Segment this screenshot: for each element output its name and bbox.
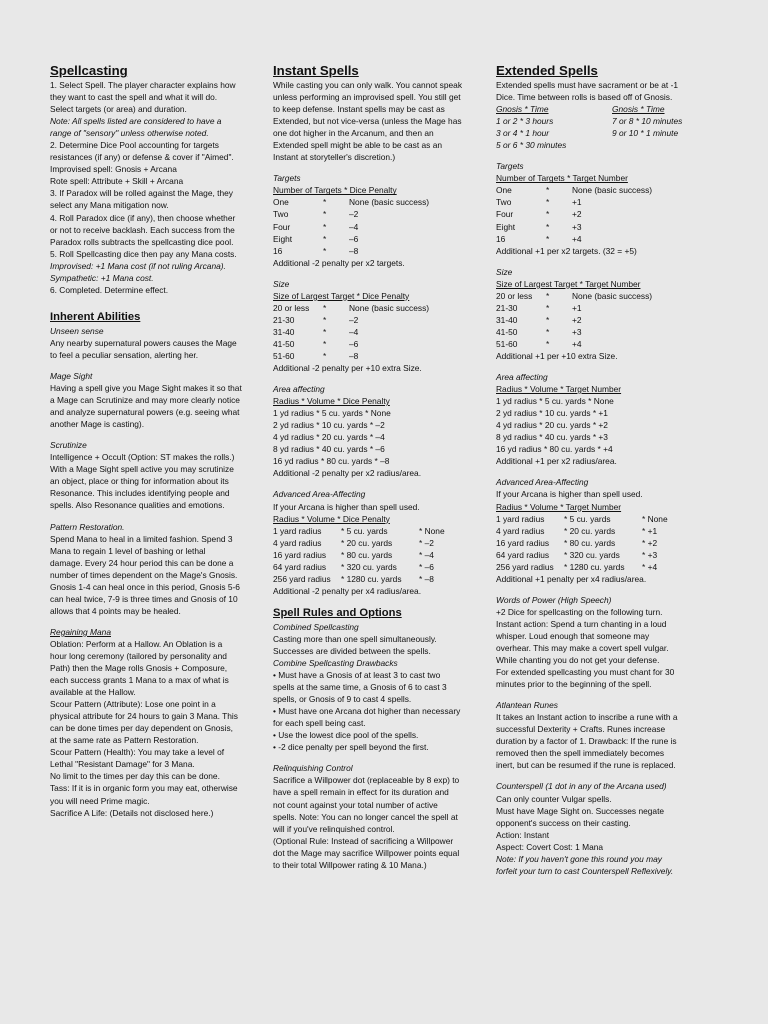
table-cell: * –6 [419, 561, 434, 572]
table-row [496, 314, 712, 326]
table-cell: 64 yard radius [496, 549, 550, 560]
text-line: Lethal "Resistant Damage" for 3 Mana. [50, 759, 195, 770]
table-row [273, 314, 483, 326]
table-cell: * [546, 302, 550, 313]
text-line: Additional +1 per x2 targets. (32 = +5) [496, 245, 637, 256]
text-line: Intelligence + Occult (Option: ST makes the rolls.) [50, 452, 235, 463]
table-row [496, 184, 712, 196]
table-cell: +1 [572, 197, 582, 208]
area-affecting-title: Area affecting [496, 372, 548, 383]
text-line: removed then the spell immediately becomes [496, 748, 665, 759]
table-row [496, 221, 712, 233]
table-row: 8 yd radius * 40 cu. yards * –6 [273, 444, 385, 455]
gnosis-row: 7 or 8 * 10 minutes [612, 116, 683, 127]
text-line: Aspect: Covert Cost: 1 Mana [496, 841, 604, 852]
table-cell: 16 yard radius [273, 549, 327, 560]
text-line: one dot higher in the Arcanum, and then an [273, 128, 434, 139]
table-cell: * [546, 209, 550, 220]
text-line: • Use the lowest dice pool of the spells. [273, 730, 419, 741]
table-cell: * –2 [419, 537, 434, 548]
table-cell: None (basic success) [572, 290, 653, 301]
text-line: spells, or Gnosis of 9 to cast 4 spells. [273, 694, 412, 705]
table-cell: * [323, 209, 327, 220]
gnosis-header: Gnosis * Time [612, 104, 665, 115]
advanced-area-title: Advanced Area-Affecting [496, 477, 589, 488]
text-line: Having a spell give you Mage Sight makes it so that [50, 383, 242, 394]
table-row [273, 196, 483, 208]
table-row [273, 525, 483, 537]
table-cell: 1 yard radius [273, 525, 322, 536]
table-cell: * [323, 233, 327, 244]
spell-rules-title: Spell Rules and Options [273, 606, 402, 619]
text-line: Sacrifice a Willpower dot (replaceable by 8 exp) to [273, 775, 460, 786]
table-cell: * [323, 338, 327, 349]
table-cell: * [546, 290, 550, 301]
step-line: 2. Determine Dice Pool accounting for targets [50, 140, 219, 151]
text-line: Oblation: Perform at a Hallow. An Oblation is a [50, 638, 223, 649]
area-header: Radius * Volume * Dice Penalty [273, 396, 390, 407]
step-line: resistances (if any) or defense & cover if "Aimed". [50, 152, 234, 163]
text-line: For extended spellcasting you must chant for 30 [496, 667, 675, 678]
table-cell: +1 [572, 302, 582, 313]
table-cell: 4 yard radius [273, 537, 322, 548]
text-line: Mana to regain 1 level of bashing or lethal [50, 545, 206, 556]
table-cell: None (basic success) [349, 197, 430, 208]
text-line: successful Dexterity + Crafts. Runes increase [496, 724, 666, 735]
table-row: 4 yd radius * 20 cu. yards * –4 [273, 432, 385, 443]
text-line: unless performing an improvised spell. You still get [273, 92, 461, 103]
column-extended-spells [496, 62, 712, 877]
targets-title: Targets [273, 173, 301, 184]
step-line: 5. Roll Spellcasting dice then pay any Mana costs. [50, 248, 237, 259]
table-row: 8 yd radius * 40 cu. yards * +3 [496, 432, 608, 443]
step-line: Paradox rolls subtracts the spellcasting dice pool. [50, 236, 234, 247]
table-cell: * [546, 197, 550, 208]
table-cell: * 20 cu. yards [564, 525, 616, 536]
text-line: have a spell remain in effect for its duration and [273, 787, 449, 798]
text-line: With a Mage Sight spell active you may scrutinize [50, 464, 234, 475]
table-cell: * +1 [642, 525, 658, 536]
text-line: opponent's success on their casting. [496, 817, 631, 828]
table-cell: * +3 [642, 549, 658, 560]
table-cell: * [546, 221, 550, 232]
table-row [496, 290, 712, 302]
table-cell: 41-50 [273, 338, 295, 349]
table-cell: * [323, 314, 327, 325]
text-line: Dice. Time between rolls is based off of Gnosis. [496, 92, 673, 103]
table-cell: 21-30 [273, 314, 295, 325]
table-row [496, 561, 712, 573]
size-title: Size [273, 278, 290, 289]
table-cell: Two [273, 209, 289, 220]
table-cell: * [323, 326, 327, 337]
text-line: can be done times per day dependent on Gnosis, [50, 723, 233, 734]
text-line: Any nearby supernatural powers causes the Mage [50, 337, 237, 348]
table-row: 1 yd radius * 5 cu. yards * None [496, 396, 614, 407]
text-line: If your Arcana is higher than spell used. [273, 501, 420, 512]
text-line: Additional -2 penalty per x2 targets. [273, 257, 405, 268]
table-cell: * None [419, 525, 445, 536]
text-line: Casting more than one spell simultaneously. [273, 633, 437, 644]
text-line: Must have Mage Sight on. Successes negate [496, 805, 665, 816]
table-cell: * 5 cu. yards [564, 513, 611, 524]
mage-sight-title: Mage Sight [50, 370, 93, 381]
text-line: Additional +1 per x2 radius/area. [496, 456, 617, 467]
area-header: Radius * Volume * Target Number [496, 384, 622, 395]
table-cell: –8 [349, 350, 359, 361]
table-cell: –2 [349, 314, 359, 325]
text-line: Additional -2 penalty per +10 extra Size. [273, 363, 422, 374]
size-header: Size of Largest Target * Dice Penalty [273, 290, 410, 301]
regaining-mana-title: Regaining Mana [50, 626, 111, 637]
text-line: While casting you can only walk. You cannot speak [273, 80, 463, 90]
table-cell: 31-40 [273, 326, 295, 337]
table-cell: * [323, 221, 327, 232]
gnosis-table [496, 103, 712, 151]
text-line: can heal twice, 7-9 is three times and Gnosis of 10 [50, 593, 238, 604]
table-cell: * 320 cu. yards [564, 549, 620, 560]
atlantean-runes-title: Atlantean Runes [496, 700, 558, 711]
table-cell: * 1280 cu. yards [341, 573, 402, 584]
step-line: 3. If Paradox will be rolled against the Mage, they [50, 188, 233, 199]
text-line: to feel a peculiar sensation, alerting her. [50, 349, 199, 360]
text-line: hour long ceremony (tailored by personality and [50, 650, 227, 661]
combined-spellcasting-title: Combined Spellcasting [273, 621, 359, 632]
text-line: Spend Mana to heal in a limited fashion. Spend 3 [50, 533, 233, 544]
text-line: minutes prior to the beginning of the spell. [496, 679, 652, 690]
table-row [496, 525, 712, 537]
text-line: Additional +1 penalty per x4 radius/area. [496, 573, 647, 584]
table-row [496, 302, 712, 314]
table-cell: * 80 cu. yards [564, 537, 616, 548]
words-of-power-title: Words of Power (High Speech) [496, 594, 612, 605]
text-line: each success grants 1 Mana to a max of what is [50, 675, 229, 686]
text-line: at the same rate as Pattern Restoration. [50, 735, 199, 746]
step-note: range of "sensory" unless otherwise noted. [50, 128, 209, 139]
text-line: Can only counter Vulgar spells. [496, 793, 612, 804]
text-line: Gnosis 1-4 can heal once in this period, Gnosis 5-6 [50, 581, 240, 592]
table-cell: 31-40 [496, 314, 518, 325]
table-cell: –2 [349, 209, 359, 220]
table-row [273, 561, 483, 573]
table-cell: +2 [572, 314, 582, 325]
table-cell: –4 [349, 221, 359, 232]
step-line: Rote spell: Attribute + Skill + Arcana [50, 176, 184, 187]
text-line: dot the Mage may sacrifice Willpower points equal [273, 847, 460, 858]
table-row [273, 350, 483, 362]
table-cell: One [496, 185, 512, 196]
text-line: spells. Note: You can no longer cancel the spell at [273, 811, 458, 822]
table-cell: 20 or less [273, 302, 310, 313]
text-line: inert, but can be resumed if the rune is replaced. [496, 760, 676, 771]
text-line: duration by a factor of 1. Drawback: If the rune is [496, 736, 677, 747]
table-cell: +3 [572, 221, 582, 232]
table-row [496, 208, 712, 220]
step-line: select any Mana mitigation now. [50, 200, 169, 211]
table-row [273, 221, 483, 233]
step-line: 1. Select Spell. The player character explains how [50, 80, 236, 90]
step-note: Note: All spells listed are considered to have a [50, 116, 222, 127]
step-note: Improvised: +1 Mana cost (if not ruling Arcana). [50, 260, 226, 271]
table-cell: –4 [349, 326, 359, 337]
advanced-area-title: Advanced Area-Affecting [273, 489, 366, 500]
table-cell: * [323, 245, 327, 256]
text-line: will if you've relinquished control. [273, 823, 395, 834]
table-cell: +4 [572, 338, 582, 349]
text-line: Instant action: Spend a turn chanting in a loud [496, 618, 667, 629]
extended-spells-title: Extended Spells [496, 63, 598, 78]
text-line: Successes are divided between the spells. [273, 645, 431, 656]
counterspell-title: Counterspell (1 dot in any of the Arcana used) [496, 781, 667, 792]
step-line: 4. Roll Paradox dice (if any), then choose whether [50, 212, 236, 223]
text-line: (Optional Rule: Instead of sacrificing a Willpower [273, 835, 454, 846]
spellcasting-title: Spellcasting [50, 63, 128, 78]
table-cell: 4 yard radius [496, 525, 545, 536]
text-line: physical attribute for 24 hours to gain 3 Mana. This [50, 711, 238, 722]
text-line: Additional +1 per +10 extra Size. [496, 350, 618, 361]
table-row [273, 233, 483, 245]
inherent-abilities-title: Inherent Abilities [50, 310, 141, 323]
table-row [496, 326, 712, 338]
table-cell: Four [273, 221, 291, 232]
table-cell: 21-30 [496, 302, 518, 313]
table-row: 2 yd radius * 10 cu. yards * –2 [273, 420, 385, 431]
table-row [496, 338, 712, 350]
table-row [496, 233, 712, 245]
text-line: It takes an Instant action to inscribe a rune with a [496, 712, 678, 723]
relinquishing-control-title: Relinquishing Control [273, 763, 353, 774]
text-line: While chanting you do not get your defense. [496, 655, 660, 666]
text-line: Resonance. This includes identifying people and [50, 488, 230, 499]
table-row [273, 573, 483, 585]
text-line: to keep defense. Instant spells may be cast as [273, 104, 445, 115]
table-cell: 41-50 [496, 326, 518, 337]
table-cell: –8 [349, 245, 359, 256]
table-cell: * 320 cu. yards [341, 561, 397, 572]
table-row [496, 513, 712, 525]
table-cell: * 20 cu. yards [341, 537, 393, 548]
table-cell: –6 [349, 233, 359, 244]
table-cell: * None [642, 513, 668, 524]
table-cell: +3 [572, 326, 582, 337]
table-cell: 16 [496, 233, 506, 244]
text-line: allows that 4 points may be healed. [50, 605, 181, 616]
text-line: No limit to the times per day this can be done. [50, 771, 220, 782]
text-line: Extended spell might be able to be cast as an [273, 140, 443, 151]
targets-header: Number of Targets * Dice Penalty [273, 185, 397, 196]
table-cell: One [273, 197, 289, 208]
text-line: Instant at storyteller's discretion.) [273, 152, 396, 163]
text-line: you will need Prime magic. [50, 795, 150, 806]
table-cell: 16 yard radius [496, 537, 550, 548]
gnosis-column-a [496, 103, 612, 151]
text-line: not count against your total number of active [273, 799, 438, 810]
gnosis-column-b [612, 103, 682, 151]
text-line: an object, place or thing for information about its [50, 476, 229, 487]
table-cell: 20 or less [496, 290, 533, 301]
table-cell: 51-60 [496, 338, 518, 349]
table-cell: None (basic success) [349, 302, 430, 313]
table-row [273, 208, 483, 220]
table-cell: * 1280 cu. yards [564, 561, 625, 572]
area-affecting-title: Area affecting [273, 384, 325, 395]
table-cell: * 5 cu. yards [341, 525, 388, 536]
text-line: Extended, but not vice-versa (unless the Mage has [273, 116, 462, 127]
table-row: 16 yd radius * 80 cu. yards * +4 [496, 444, 613, 455]
scrutinize-title: Scrutinize [50, 440, 87, 451]
table-row: 16 yd radius * 80 cu. yards * –8 [273, 456, 390, 467]
text-line: for each spell being cast. [273, 718, 366, 729]
table-cell: 256 yard radius [496, 561, 554, 572]
table-cell: * [323, 197, 327, 208]
table-cell: –6 [349, 338, 359, 349]
gnosis-header: Gnosis * Time [496, 104, 549, 115]
size-header: Size of Largest Target * Target Number [496, 278, 641, 289]
targets-title: Targets [496, 161, 524, 172]
advanced-area-header: Radius * Volume * Target Number [496, 501, 622, 512]
text-line: Extended spells must have sacrament or be at -1 [496, 80, 679, 90]
text-line: If your Arcana is higher than spell used. [496, 489, 643, 500]
table-cell: * +2 [642, 537, 658, 548]
table-row [496, 196, 712, 208]
step-line: or not to receive backlash. Each success from the [50, 224, 235, 235]
table-cell: None (basic success) [572, 185, 653, 196]
text-line: Scour Pattern (Attribute): Lose one point in a [50, 699, 216, 710]
text-line: • Must have one Arcana dot higher than necessary [273, 706, 461, 717]
table-cell: 51-60 [273, 350, 295, 361]
table-cell: +4 [572, 233, 582, 244]
text-line: whisper. Loud enough that someone may [496, 630, 650, 641]
pattern-restoration-title: Pattern Restoration. [50, 521, 125, 532]
text-line: +2 Dice for spellcasting on the following turn. [496, 606, 663, 617]
table-cell: 16 [273, 245, 283, 256]
table-cell: * –8 [419, 573, 434, 584]
size-title: Size [496, 266, 513, 277]
gnosis-row: 5 or 6 * 30 minutes [496, 140, 567, 151]
step-line: they want to cast the spell and what it will do. [50, 92, 218, 103]
text-line: • -2 dice penalty per spell beyond the first. [273, 742, 429, 753]
table-cell: +2 [572, 209, 582, 220]
table-cell: Two [496, 197, 512, 208]
table-cell: Eight [273, 233, 293, 244]
step-line: Select targets (or area) and duration. [50, 104, 187, 115]
table-cell: Eight [496, 221, 516, 232]
table-cell: * [323, 350, 327, 361]
table-cell: * [546, 233, 550, 244]
gnosis-row: 1 or 2 * 3 hours [496, 116, 554, 127]
column-instant-spells [273, 62, 483, 871]
text-line: Additional -2 penalty per x2 radius/area. [273, 468, 422, 479]
text-line: to their total Willpower rating & 10 Mana.) [273, 859, 427, 870]
gnosis-row: 9 or 10 * 1 minute [612, 128, 679, 139]
step-line: Improvised spell: Gnosis + Arcana [50, 164, 177, 175]
text-line: available at the Hallow. [50, 687, 136, 698]
text-line: another Mage is casting). [50, 419, 145, 430]
table-cell: * [323, 302, 327, 313]
table-cell: * [546, 314, 550, 325]
table-row [273, 537, 483, 549]
counterspell-note: Note: If you haven't gone this round you may [496, 853, 662, 864]
step-note: Sympathetic: +1 Mana cost. [50, 272, 154, 283]
counterspell-note: forfeit your turn to cast Counterspell Reflexively. [496, 865, 674, 876]
table-row [273, 338, 483, 350]
advanced-area-header: Radius * Volume * Dice Penalty [273, 513, 390, 524]
table-cell: 64 yard radius [273, 561, 327, 572]
table-row: 2 yd radius * 10 cu. yards * +1 [496, 408, 608, 419]
text-line: Tass: If it is in organic form you may eat, otherwise [50, 783, 238, 794]
text-line: Action: Instant [496, 829, 550, 840]
text-line: and analyze supernatural powers (e.g. seeing what [50, 407, 240, 418]
table-cell: * [546, 185, 550, 196]
text-line: Additional -2 penalty per x4 radius/area. [273, 585, 422, 596]
table-row [273, 549, 483, 561]
table-cell: Four [496, 209, 514, 220]
text-line: Sacrifice A Life: (Details not disclosed here.) [50, 807, 214, 818]
table-row [496, 537, 712, 549]
table-cell: 256 yard radius [273, 573, 331, 584]
column-spellcasting [50, 62, 260, 819]
text-line: number of times dependent on the Mage's Gnosis. [50, 569, 238, 580]
gnosis-row: 3 or 4 * 1 hour [496, 128, 550, 139]
unseen-sense-title: Unseen sense [50, 325, 104, 336]
table-cell: * [546, 326, 550, 337]
text-line: spells at the same time, a Gnosis of 6 to cast 3 [273, 682, 447, 693]
text-line: a Mage can Scrutinize and may more clearly notice [50, 395, 240, 406]
drawbacks-title: Combine Spellcasting Drawbacks [273, 658, 398, 669]
text-line: Scour Pattern (Health): You may take a level of [50, 747, 225, 758]
text-line: Path) then the Mage rolls Gnosis + Composure, [50, 663, 228, 674]
text-line: • Must have a Gnosis of at least 3 to cast two [273, 670, 441, 681]
table-row [273, 245, 483, 257]
table-row: 1 yd radius * 5 cu. yards * None [273, 408, 391, 419]
table-cell: * +4 [642, 561, 658, 572]
text-line: overhear. This may make a covert spell vulgar. [496, 643, 669, 654]
table-cell: 1 yard radius [496, 513, 545, 524]
table-row [273, 302, 483, 314]
table-row [273, 326, 483, 338]
instant-spells-title: Instant Spells [273, 63, 359, 78]
targets-header: Number of Targets * Target Number [496, 173, 628, 184]
text-line: damage. Every 24 hour period this can be done a [50, 557, 234, 568]
text-line: spells. Also Resonance qualities and emotions. [50, 500, 225, 511]
table-cell: * [546, 338, 550, 349]
table-row [496, 549, 712, 561]
table-cell: * 80 cu. yards [341, 549, 393, 560]
step-line: 6. Completed. Determine effect. [50, 284, 169, 295]
table-cell: * –4 [419, 549, 434, 560]
table-row: 4 yd radius * 20 cu. yards * +2 [496, 420, 608, 431]
